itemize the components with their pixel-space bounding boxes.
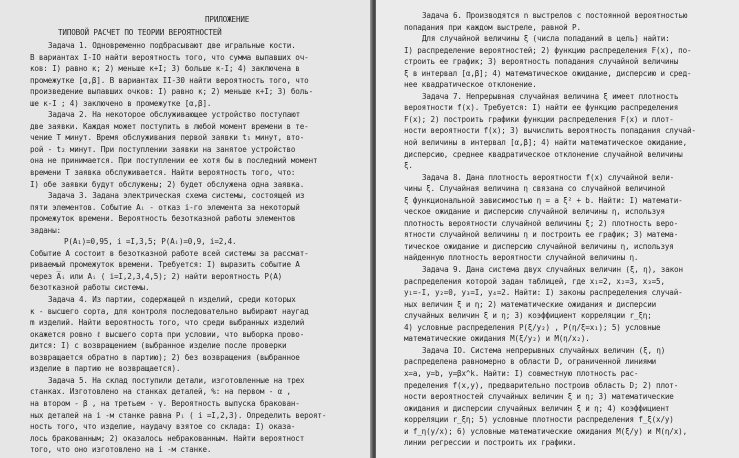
text-line: Задача 3. Задана электрическая схема системы, состоящей из <box>48 191 305 201</box>
text-line: 4) условные распределения P(ξ/y₂) , P(η/ξ=x₁); 5) условные <box>404 322 661 332</box>
text-line: I) распределение вероятностей; 2) функцию распределения F(x), по- <box>404 45 692 55</box>
right-page-text <box>404 10 734 449</box>
text-line: Задача 4. Из партии, содержащей n изделий, среди которых <box>48 295 296 305</box>
text-line: y₁=-I, y₂=0, y₃=I, y₄=2. Найти: I) законы распределения случай- <box>404 288 683 298</box>
text-line: Задача 9. Дана система двух случайных величин (ξ, η), закон <box>422 265 683 275</box>
text-line: нее квадратическое отклонение. <box>404 80 537 90</box>
text-line: m изделий. Найти вероятность того, что среди выбранных изделий <box>30 318 305 328</box>
text-line: ожидания и дисперсии случайных величин ξ и η; 4) коэффициент <box>404 403 670 413</box>
text-line: на втором - β , на третьем - γ. Вероятность выпуска бракован- <box>30 398 300 408</box>
text-line: две заявки. Каждая может поступить в любой момент времени в те- <box>30 121 309 131</box>
text-line: заданы: <box>30 225 61 235</box>
text-line: окажется ровно ℓ высшего сорта при условии, что выборка прово- <box>30 329 305 339</box>
text-line: ности вероятностей случайных величин ξ и η; 3) математические <box>404 392 674 402</box>
text-line: Задача 1. Одновременно подбрасывают две игральные кости. <box>48 41 296 50</box>
text-line: пределения f(x,y), предварительно построив область D; 2) плот- <box>404 380 679 390</box>
text-line: I) обе заявки будут обслужены; 2) будет обслужена одна заявка. <box>30 179 305 189</box>
text-line: чение T минут. Время обслуживания первой заявки t₁ минут, вто- <box>30 133 305 143</box>
text-line: Задача 7. Непрерывная случайная величина ξ имеет плотность <box>422 91 679 101</box>
text-line: F(x); 2) построить графики функции распределения F(x) и плот- <box>404 114 674 124</box>
text-line: ческое ожидание и дисперсию случайной величины η, используя <box>404 207 665 217</box>
text-line: чины ξ. Случайная величина η связана со случайной величиной <box>404 184 665 194</box>
text-line: и f_η(y/x); 6) условные математические ожидания M(ξ/y) и M(η/x), <box>404 426 687 436</box>
text-line: ше к-I ; 4) заключено в промежутке [α,β]. <box>30 98 212 108</box>
text-line: ков: I) равно к; 2) меньше к+I; 3) больше к-I; 4) заключена в <box>30 64 300 74</box>
text-line: промежуток времени. Вероятность безотказной работы элементов <box>30 214 296 224</box>
text-line: ятности случайной величины η и построить ее график; 3) матема- <box>404 230 679 240</box>
text-line: промежутке [α,β]. В вариантах II-30 найти вероятность того, что <box>30 75 309 85</box>
text-line: x=a, y=b, y=βx^k. Найти: I) совместную плотность рас- <box>404 368 639 378</box>
text-line: через A̅ᵢ или Aᵢ ( i=I,2,3,4,5); 2) найти вероятность P(A) <box>30 271 283 281</box>
appendix-heading: ПРИЛОЖЕНИЕ <box>205 15 250 24</box>
text-line: строить ее график; 3) вероятность попадания случайной величины <box>404 57 679 67</box>
text-line: произведение выпавших очков: I) равно к; 2) меньше к+I; 3) боль- <box>30 87 313 97</box>
text-line: Задача 6. Производятся n выстрелов с постоянной вероятностью <box>422 11 688 20</box>
text-line: линии регрессии и построить их графики. <box>404 438 577 448</box>
text-line: к - высшего сорта, для контроля последовательно выбирают наугад <box>30 306 309 316</box>
text-line: попадания при каждом выстреле, равной P. <box>404 22 581 32</box>
text-line: В вариантах I-IO найти вероятность того, что сумма выпавших оч- <box>30 52 309 62</box>
text-line: того, что оно изготовлено на i -м станке. <box>30 445 212 455</box>
text-line: изделие в партию не возвращается). <box>30 364 181 374</box>
text-line: рой - t₂ минут. При поступлении заявки на занятое устройство <box>30 144 296 154</box>
text-line: Для случайной величины ξ (числа попаданий в цель) найти: <box>422 34 670 44</box>
text-line: безотказной работы системы. <box>30 283 150 293</box>
text-line: ξ в интервал [α,β]; 4) математическое ожидание, дисперсию и сред- <box>404 68 692 78</box>
section-title: ТИПОВОЙ РАСЧЕТ ПО ТЕОРИИ ВЕРОЯТНОСТЕЙ <box>58 28 222 37</box>
text-line: ных деталей на i -м станке равна Pᵢ ( i =I,2,3). Определить вероят- <box>30 410 327 420</box>
text-line: ность того, что изделие, наудачу взятое со склада: I) оказа- <box>30 422 296 432</box>
text-line: пяти элементов. Событие Aᵢ - отказ i-го элемента за некоторый <box>30 202 300 212</box>
text-line: Задача 5. На склад поступили детали, изготовленные на трех <box>48 375 305 385</box>
text-line: она не принимается. При поступлении ее хотя бы в последний момент <box>30 156 318 166</box>
text-line: дится: I) с возвращением (выбранное изделие после проверки <box>30 341 287 351</box>
text-line: лось бракованным; 2) оказалось небракованным. Найти вероятност <box>30 433 305 443</box>
text-line: времени T заявка обслуживается. Найти вероятность того, что: <box>30 168 296 178</box>
text-line: возвращается обратно в партию); 2) без возвращения (выбранное <box>30 352 300 362</box>
text-line: Задача IO. Система непрерывных случайных величин (ξ, η) <box>422 345 666 355</box>
text-line: распределена равномерно в области D, ограниченной линиями <box>404 357 657 367</box>
text-line: ности вероятности f(x); 3) вычислить вероятность попадания случай- <box>404 126 696 136</box>
text-line: Задача 2. На некоторое обслуживающее устройство поступают <box>48 110 301 120</box>
text-line: ных величин ξ и η; 2) математические ожидания и дисперсии <box>404 299 657 309</box>
text-line: ной величины в интервал [α,β]; 4) найти математическое ожидание, <box>404 138 687 148</box>
text-line: случайных величин ξ и η; 3) коэффициент корреляции r_ξη; <box>404 311 652 321</box>
text-line: корреляции r_ξη; 5) условные плотности распределения f_ξ(x/y) <box>404 415 674 425</box>
text-line: распределения которой задан таблицей, где x₁=2, x₂=3, x₃=5, <box>404 276 665 286</box>
text-line: Событие A состоит в безотказной работе всей системы за рассмат- <box>30 248 309 258</box>
text-line: риваемый промежуток времени. Требуется: I) выразить событие A <box>30 260 300 270</box>
text-line: математические ожидания M(ξ/y₂) и M(η/x₂). <box>404 334 590 344</box>
text-line: ξ. <box>404 161 413 171</box>
text-line: ξ функциональной зависимостью η = a ξ² + b. Найти: I) математи- <box>404 195 683 205</box>
text-line: тическое ожидание и дисперсию случайной величины η, используя <box>404 241 674 251</box>
text-line: плотность вероятности случайной величины ξ; 2) плотность веро- <box>404 218 679 228</box>
text-line: P(A₁)=0,95, i =I,3,5; P(Aᵢ)=0,9, i=2,4. <box>64 237 237 247</box>
text-line: Задача 8. Дана плотность вероятности f(x) случайной вели- <box>422 172 675 182</box>
text-line: дисперсию, среднее квадратическое отклонение случайной величины <box>404 149 683 159</box>
right-page <box>376 0 739 458</box>
text-line: станках. Изготовлено на станках деталей, %: на первом - α , <box>30 387 291 397</box>
text-line: вероятности f(x). Требуется: I) найти ее функцию распределения <box>404 103 679 113</box>
text-line: найденную плотность вероятности случайной величины η. <box>404 253 639 263</box>
left-page-text <box>30 40 365 456</box>
